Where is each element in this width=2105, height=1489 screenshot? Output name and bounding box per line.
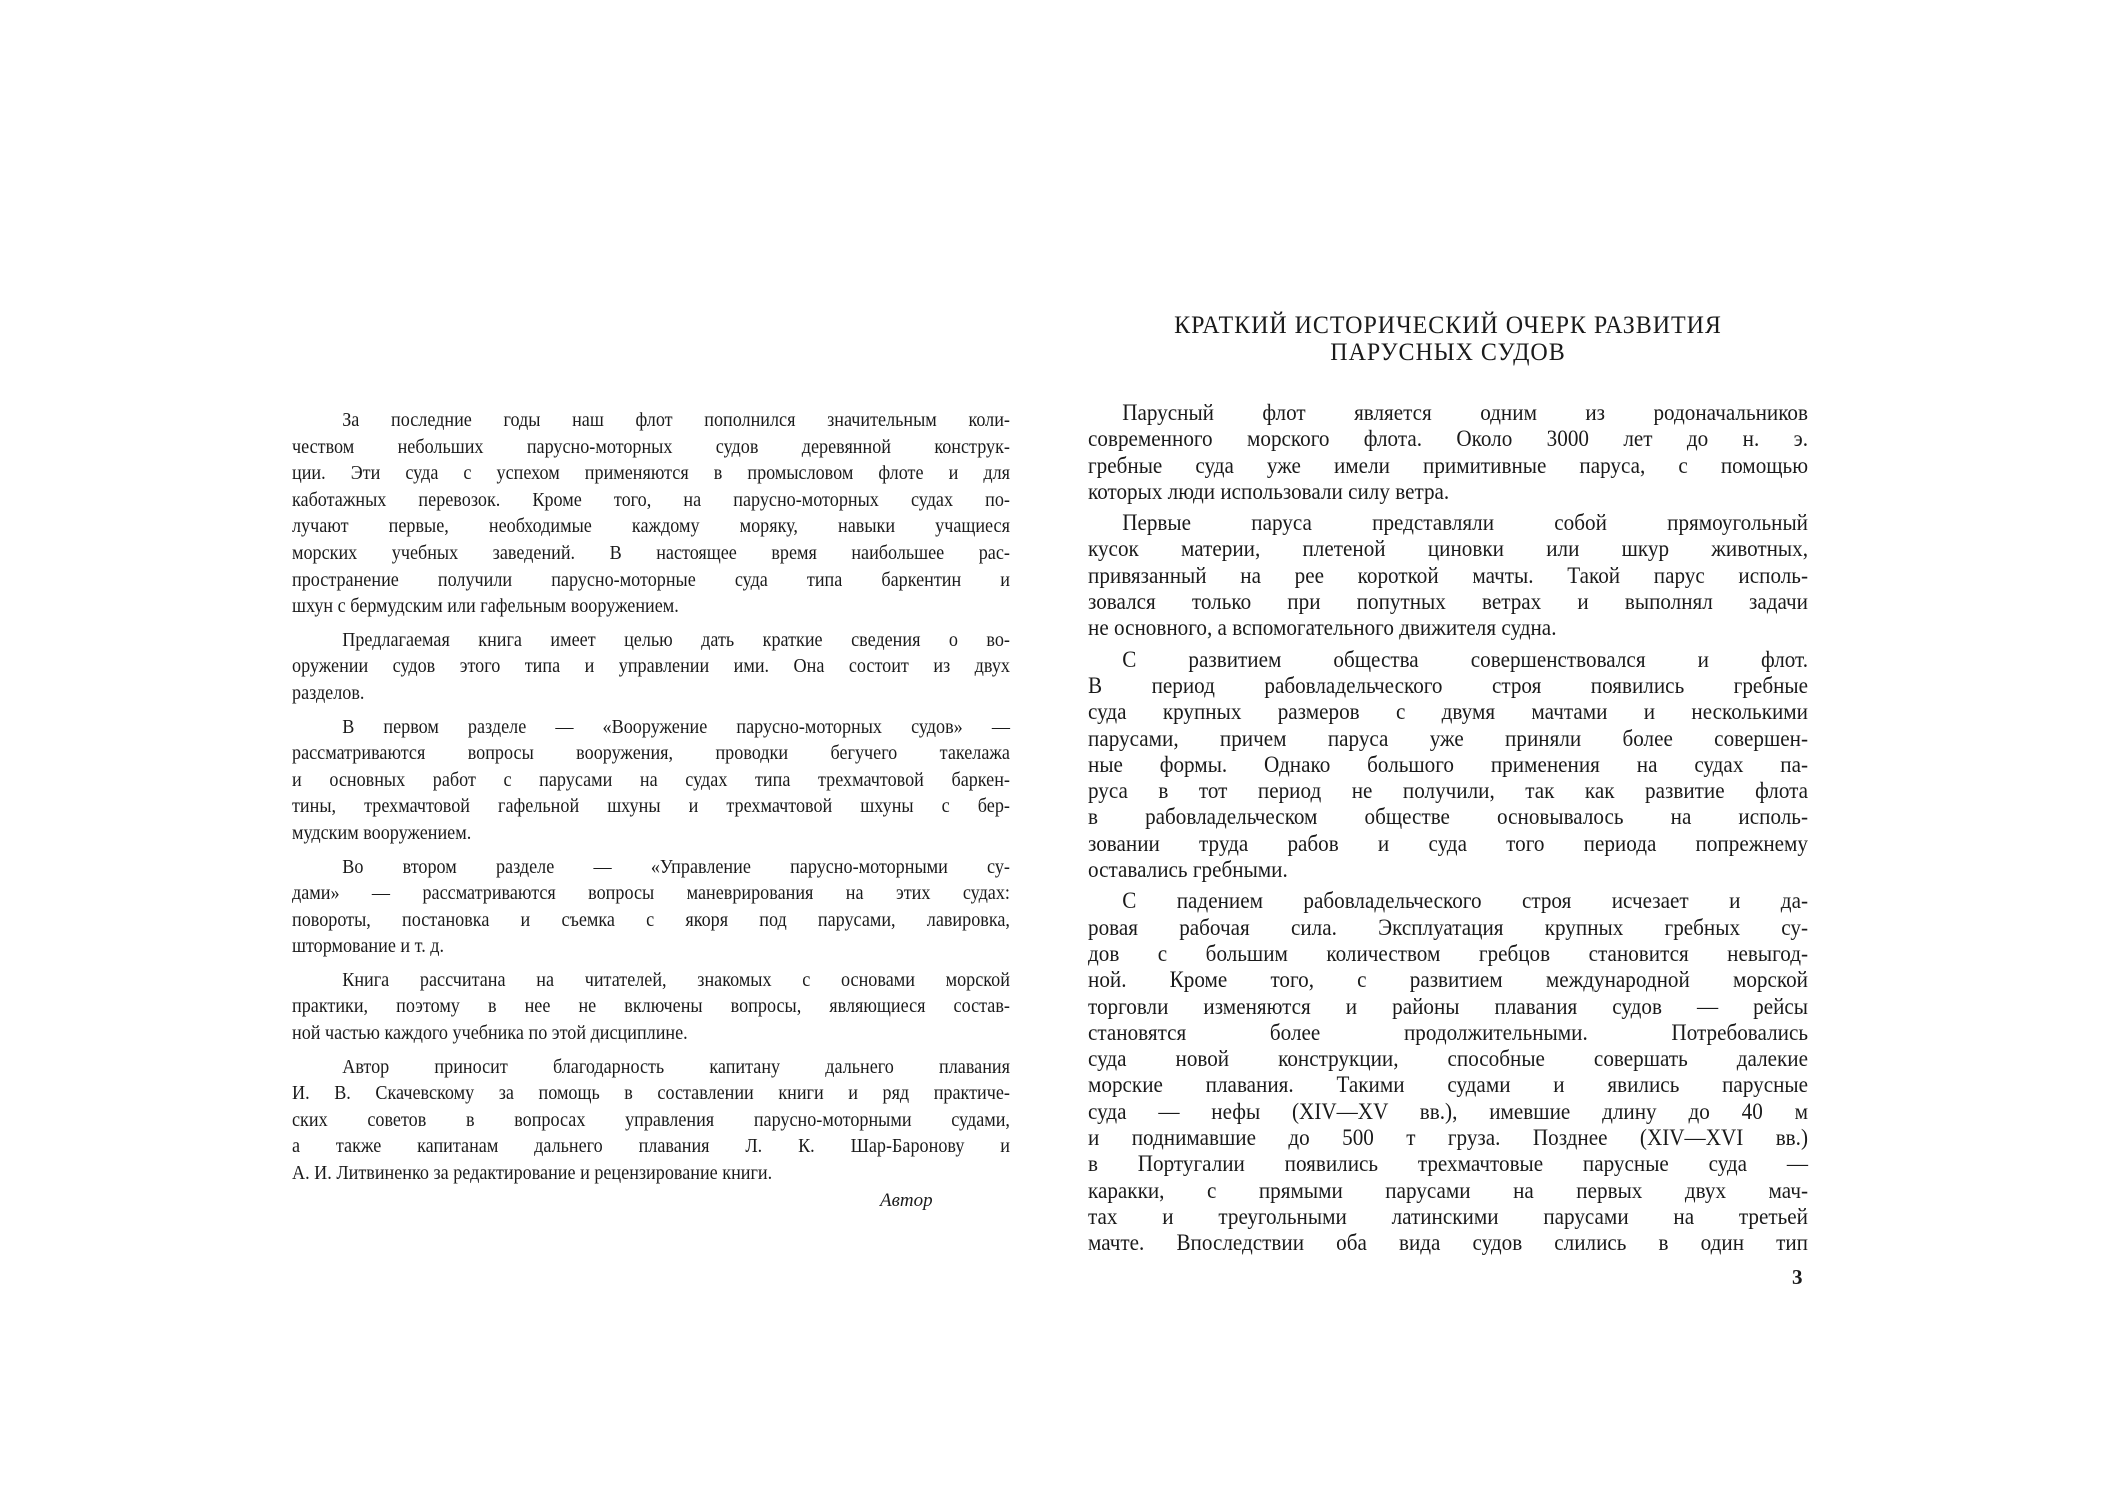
- text-line: лучают первые, необходимые каждому моряку, навыки учащиеся: [292, 516, 1010, 538]
- text-line: парусами, причем паруса уже приняли более совершен-: [1088, 725, 1808, 752]
- text-line: практики, поэтому в нее не включены вопросы, являющиеся состав-: [292, 996, 1010, 1018]
- text-line: ровая рабочая сила. Эксплуатация крупных гребных су-: [1088, 914, 1808, 941]
- left-page-preface: [292, 408, 1010, 1195]
- chapter-title-line-1: КРАТКИЙ ИСТОРИЧЕСКИЙ ОЧЕРК РАЗВИТИЯ: [1174, 312, 1722, 339]
- right-page-chapter: [1088, 312, 1808, 1262]
- text-line: В первом разделе — «Вооружение парусно-моторных судов» —: [342, 716, 1010, 738]
- preface-paragraph-6: [292, 1055, 1010, 1188]
- text-line: Во втором разделе — «Управление парусно-моторными су-: [342, 856, 1010, 878]
- text-line: становятся более продолжительными. Потребовались: [1088, 1019, 1808, 1046]
- text-line: ные формы. Однако большого применения на судах па-: [1088, 751, 1808, 778]
- text-line: и поднимавшие до 500 т груза. Позднее (XIV—XVI вв.): [1088, 1125, 1808, 1152]
- text-line: А. И. Литвиненко за редактирование и рецензирование книги.: [292, 1163, 773, 1185]
- preface-paragraph-2: [292, 628, 1010, 708]
- text-line: Первые паруса представляли собой прямоугольный: [1122, 510, 1808, 537]
- text-line: кусок материи, плетеной циновки или шкур животных,: [1088, 536, 1808, 563]
- text-line: Автор приносит благодарность капитану дальнего плавания: [342, 1056, 1010, 1078]
- text-line: оставались гребными.: [1088, 857, 1288, 884]
- text-line: Парусный флот является одним из родоначальников: [1122, 400, 1808, 426]
- preface-paragraph-1: [292, 408, 1010, 621]
- author-signature: Автор: [880, 1190, 933, 1211]
- text-line: тины, трехмачтовой гафельной шхуны и трехмачтовой шхуны с бер-: [292, 796, 1010, 818]
- text-line: В период рабовладельческого строя появились гребные: [1088, 672, 1808, 699]
- text-line: ной частью каждого учебника по этой дисциплине.: [292, 1023, 688, 1045]
- text-line: которых люди использовали силу ветра.: [1088, 478, 1450, 505]
- text-line: дов с большим количеством гребцов становится невыгод-: [1088, 940, 1808, 967]
- text-line: каракки, с прямыми парусами на первых двух мач-: [1088, 1177, 1808, 1204]
- text-line: суда — нефы (XIV—XV вв.), имевшие длину до 40 м: [1088, 1098, 1808, 1125]
- text-line: Книга рассчитана на читателей, знакомых с основами морской: [342, 969, 1010, 991]
- text-line: гребные суда уже имели примитивные паруса, с помощью: [1088, 452, 1808, 479]
- text-line: шхун с бермудским или гафельным вооружением.: [292, 596, 679, 618]
- text-line: не основного, а вспомогательного движителя судна.: [1088, 615, 1557, 642]
- text-line: а также капитанам дальнего плавания Л. К. Шар-Баронову и: [292, 1136, 1010, 1158]
- text-line: дами» — рассматриваются вопросы маневрирования на этих судах:: [292, 883, 1010, 905]
- chapter-title: [1102, 312, 1793, 366]
- text-line: зовался только при попутных ветрах и выполнял задачи: [1088, 589, 1808, 616]
- text-line: И. В. Скачевскому за помощь в составлении книги и ряд практиче-: [292, 1083, 1010, 1105]
- text-line: каботажных перевозок. Кроме того, на парусно-моторных судах по-: [292, 489, 1010, 511]
- preface-paragraph-4: [292, 855, 1010, 961]
- text-line: в Португалии появились трехмачтовые парусные суда —: [1088, 1151, 1808, 1178]
- chapter-paragraph-1: [1088, 400, 1808, 505]
- text-line: чеством небольших парусно-моторных судов деревянной конструк-: [292, 436, 1010, 458]
- text-line: С падением рабовладельческого строя исчезает и да-: [1122, 888, 1808, 915]
- text-line: суда крупных размеров с двумя мачтами и несколькими: [1088, 699, 1808, 726]
- text-line: в рабовладельческом обществе основывалось на исполь-: [1088, 804, 1808, 831]
- text-line: ной. Кроме того, с развитием международной морской: [1088, 967, 1808, 994]
- text-line: мудским вооружением.: [292, 822, 472, 844]
- text-line: Предлагаемая книга имеет целью дать краткие сведения о во-: [342, 629, 1010, 651]
- text-line: современного морского флота. Около 3000 лет до н. э.: [1088, 426, 1808, 453]
- text-line: ских советов в вопросах управления парусно-моторными судами,: [292, 1109, 1010, 1131]
- text-line: руса в тот период не получили, так как развитие флота: [1088, 778, 1808, 805]
- preface-paragraph-3: [292, 715, 1010, 848]
- text-line: рассматриваются вопросы вооружения, проводки бегучего такелажа: [292, 743, 1010, 765]
- text-line: морских учебных заведений. В настоящее время наибольшее рас-: [292, 542, 1010, 564]
- text-line: повороты, постановка и съемка с якоря под парусами, лавировка,: [292, 909, 1010, 931]
- text-line: суда новой конструкции, способные совершать далекие: [1088, 1046, 1808, 1073]
- chapter-title-line-2: ПАРУСНЫХ СУДОВ: [1330, 339, 1566, 366]
- text-line: штормование и т. д.: [292, 936, 445, 958]
- page-number: 3: [1792, 1265, 1803, 1289]
- text-line: морские плавания. Такими судами и явились парусные: [1088, 1072, 1808, 1099]
- text-line: тах и треугольными латинскими парусами на третьей: [1088, 1203, 1808, 1230]
- text-line: и основных работ с парусами на судах типа трехмачтовой баркен-: [292, 769, 1010, 791]
- chapter-paragraph-4: [1088, 888, 1808, 1256]
- chapter-body: [1088, 400, 1808, 1257]
- text-line: привязанный на рее короткой мачты. Такой парус исполь-: [1088, 562, 1808, 589]
- chapter-paragraph-2: [1088, 510, 1808, 641]
- chapter-paragraph-3: [1088, 647, 1808, 884]
- text-line: ции. Эти суда с успехом применяются в промысловом флоте и для: [292, 463, 1010, 485]
- text-line: оружении судов этого типа и управлении ими. Она состоит из двух: [292, 656, 1010, 678]
- text-line: мачте. Впоследствии оба вида судов слились в один тип: [1088, 1230, 1808, 1257]
- text-line: зовании труда рабов и суда того периода попрежнему: [1088, 830, 1808, 857]
- text-line: С развитием общества совершенствовался и флот.: [1122, 646, 1808, 673]
- preface-paragraph-5: [292, 968, 1010, 1048]
- text-line: пространение получили парусно-моторные суда типа баркентин и: [292, 569, 1010, 591]
- text-line: разделов.: [292, 682, 365, 704]
- text-line: торговли изменяются и районы плавания судов — рейсы: [1088, 993, 1808, 1020]
- text-line: За последние годы наш флот пополнился значительным коли-: [342, 410, 1010, 431]
